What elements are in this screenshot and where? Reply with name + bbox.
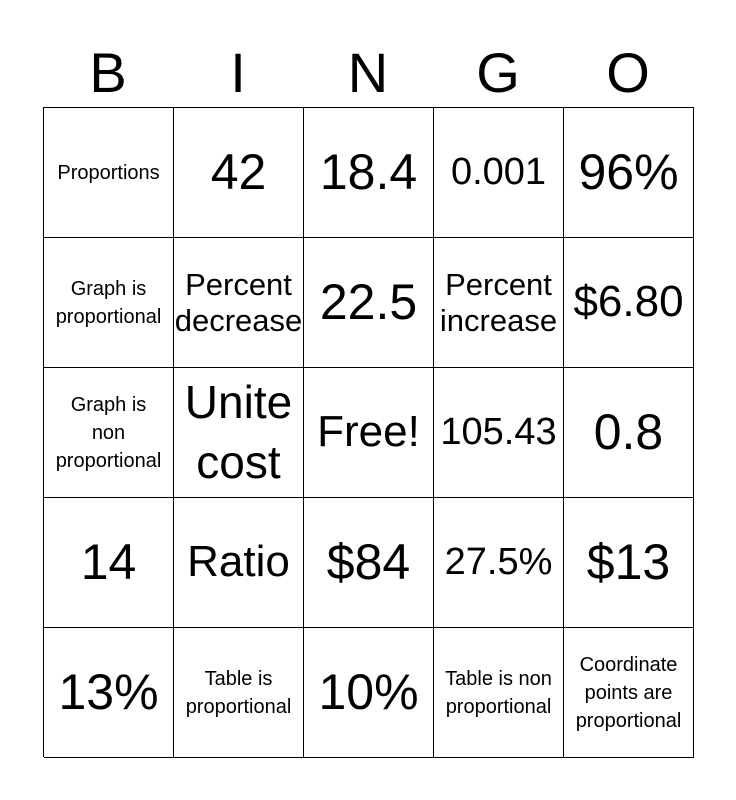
free-space-text: Free! bbox=[317, 407, 420, 457]
cell-text: 10% bbox=[318, 664, 419, 720]
bingo-cell[interactable] bbox=[174, 628, 304, 758]
cell-text: Ratio bbox=[187, 537, 290, 587]
bingo-cell[interactable] bbox=[304, 498, 434, 628]
cell-text: $84 bbox=[326, 534, 411, 590]
bingo-cell[interactable] bbox=[174, 368, 304, 498]
bingo-cell[interactable] bbox=[44, 108, 174, 238]
cell-text: 105.43 bbox=[440, 410, 557, 453]
cell-text: 96% bbox=[578, 144, 679, 200]
bingo-cell[interactable] bbox=[434, 368, 564, 498]
bingo-cell[interactable] bbox=[174, 498, 304, 628]
bingo-cell[interactable] bbox=[564, 238, 694, 368]
bingo-cell[interactable] bbox=[174, 238, 304, 368]
bingo-cell[interactable] bbox=[564, 498, 694, 628]
cell-text: 0.8 bbox=[593, 404, 664, 460]
bingo-cell[interactable] bbox=[304, 238, 434, 368]
bingo-cell[interactable] bbox=[564, 628, 694, 758]
bingo-cell[interactable] bbox=[304, 108, 434, 238]
bingo-cell[interactable] bbox=[44, 498, 174, 628]
bingo-cell[interactable] bbox=[44, 628, 174, 758]
cell-text: Graph is non proportional bbox=[55, 393, 162, 472]
cell-text: $6.80 bbox=[573, 277, 684, 327]
bingo-card-grid bbox=[43, 107, 694, 757]
cell-text: Coordinate points are proportional bbox=[575, 653, 682, 732]
bingo-header bbox=[43, 40, 693, 106]
bingo-cell[interactable] bbox=[44, 238, 174, 368]
bingo-cell[interactable] bbox=[174, 108, 304, 238]
cell-text: 14 bbox=[80, 534, 137, 590]
bingo-cell[interactable] bbox=[564, 108, 694, 238]
header-letter-g: G bbox=[476, 41, 520, 104]
cell-text: $13 bbox=[586, 534, 671, 590]
bingo-cell[interactable] bbox=[434, 238, 564, 368]
bingo-cell[interactable] bbox=[304, 628, 434, 758]
cell-text: 27.5% bbox=[444, 540, 553, 583]
cell-text: Graph is proportional bbox=[55, 277, 162, 328]
header-letter-b: B bbox=[89, 41, 127, 104]
bingo-cell[interactable] bbox=[44, 368, 174, 498]
cell-text: Table is non proportional bbox=[445, 667, 552, 718]
bingo-cell[interactable] bbox=[564, 368, 694, 498]
free-space-cell[interactable] bbox=[304, 368, 434, 498]
cell-text: 22.5 bbox=[319, 274, 418, 330]
bingo-cell[interactable] bbox=[434, 108, 564, 238]
cell-text: 42 bbox=[210, 144, 267, 200]
cell-text: Percent increase bbox=[439, 266, 558, 338]
header-letter-o: O bbox=[606, 41, 650, 104]
cell-text: 0.001 bbox=[450, 150, 547, 193]
bingo-cell[interactable] bbox=[434, 498, 564, 628]
cell-text: 18.4 bbox=[319, 144, 418, 200]
cell-text: 13% bbox=[58, 664, 159, 720]
cell-text: Unite cost bbox=[184, 375, 293, 488]
bingo-cell[interactable] bbox=[434, 628, 564, 758]
cell-text: Percent decrease bbox=[174, 266, 303, 338]
header-letter-i: I bbox=[230, 41, 246, 104]
header-letter-n: N bbox=[347, 41, 389, 104]
cell-text: Proportions bbox=[57, 161, 160, 184]
cell-text: Table is proportional bbox=[185, 667, 292, 718]
